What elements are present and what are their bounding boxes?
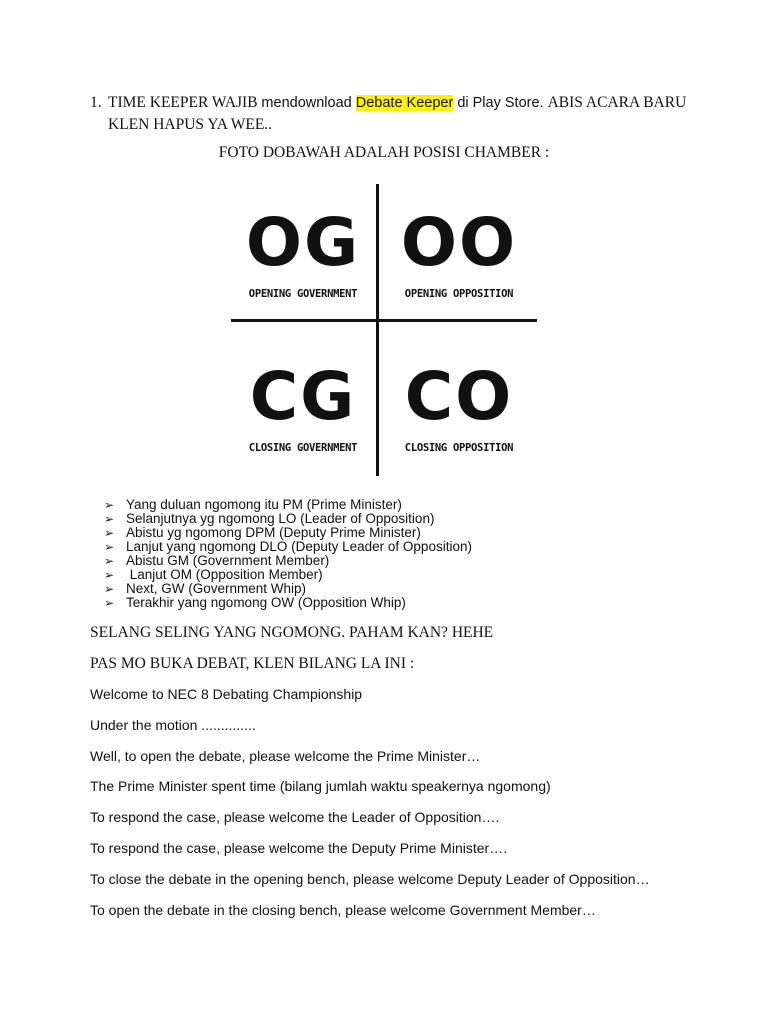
paragraph-dlo: To close the debate in the opening bench, please welcome Deputy Leader of Opposition… [90, 871, 650, 887]
speaker-order-list [104, 498, 472, 610]
item-1-text-a: TIME KEEPER WAJIB [108, 94, 262, 111]
item-1-text-b: mendownload [261, 95, 356, 111]
item-1-text-d: ABIS ACARA BARU [547, 94, 687, 111]
item-1-body [108, 92, 690, 135]
item-1-text-c: di Play Store. [453, 95, 548, 111]
quadrant-label: CLOSING GOVERNMENT [248, 442, 358, 454]
paragraph-welcome: Welcome to NEC 8 Debating Championship [90, 686, 363, 702]
paragraph-lo: To respond the case, please welcome the Leader of Opposition…. [90, 809, 500, 825]
paragraph-motion: Under the motion .............. [90, 717, 256, 733]
quadrant-co [384, 358, 534, 454]
numbered-item-1 [90, 92, 690, 135]
arrow-bullet-icon: ➢ [104, 526, 115, 540]
quadrant-oo [384, 204, 534, 300]
list-item: ➢ Terakhir yang ngomong OW (Opposition Whip) [104, 595, 406, 610]
quadrant-abbr: CO [404, 358, 514, 435]
paragraph-dpm: To respond the case, please welcome the Deputy Prime Minister…. [90, 840, 508, 856]
arrow-bullet-icon: ➢ [104, 554, 115, 568]
horizontal-divider [231, 319, 537, 322]
list-item: ➢ Lanjut yang ngomong DLO (Deputy Leader of Opposition) [104, 539, 472, 554]
arrow-bullet-icon: ➢ [104, 582, 115, 596]
quadrant-cg [228, 358, 378, 454]
quadrant-abbr: OG [245, 204, 361, 281]
arrow-bullet-icon: ➢ [104, 540, 115, 554]
paragraph-gm: To open the debate in the closing bench, please welcome Government Member… [90, 902, 596, 918]
paragraph-opening-instruction: PAS MO BUKA DEBAT, KLEN BILANG LA INI : [90, 655, 415, 672]
quadrant-og [228, 204, 378, 300]
list-item: ➢ Abistu yg ngomong DPM (Deputy Prime Minister) [104, 525, 421, 540]
quadrant-label: OPENING GOVERNMENT [248, 288, 358, 300]
quadrant-abbr: OO [400, 204, 518, 281]
list-item: ➢ Selanjutnya yg ngomong LO (Leader of Opposition) [104, 511, 435, 526]
item-number: 1. [90, 94, 102, 111]
arrow-bullet-icon: ➢ [104, 512, 115, 526]
list-item: ➢ Yang duluan ngomong itu PM (Prime Minister) [104, 497, 402, 512]
paragraph-pm: Well, to open the debate, please welcome the Prime Minister… [90, 748, 481, 764]
list-item: ➢ Abistu GM (Government Member) [104, 553, 330, 568]
quadrant-abbr: CG [249, 358, 357, 435]
quadrant-label: OPENING OPPOSITION [404, 288, 514, 300]
list-item: ➢ Next, GW (Government Whip) [104, 581, 307, 596]
highlighted-app-name: Debate Keeper [355, 95, 454, 111]
paragraph-pm-time: The Prime Minister spent time (bilang jumlah waktu speakernya ngomong) [90, 778, 551, 794]
chamber-diagram [228, 184, 540, 476]
chamber-caption: FOTO DOBAWAH ADALAH POSISI CHAMBER : [218, 144, 550, 161]
item-1-line-2: KLEN HAPUS YA WEE.. [108, 116, 273, 133]
paragraph-alternating-note: SELANG SELING YANG NGOMONG. PAHAM KAN? HEHE [90, 624, 494, 641]
quadrant-label: CLOSING OPPOSITION [404, 442, 514, 454]
list-item: ➢ Lanjut OM (Opposition Member) [104, 567, 323, 582]
arrow-bullet-icon: ➢ [104, 498, 115, 512]
arrow-bullet-icon: ➢ [104, 596, 115, 610]
arrow-bullet-icon: ➢ [104, 568, 115, 582]
